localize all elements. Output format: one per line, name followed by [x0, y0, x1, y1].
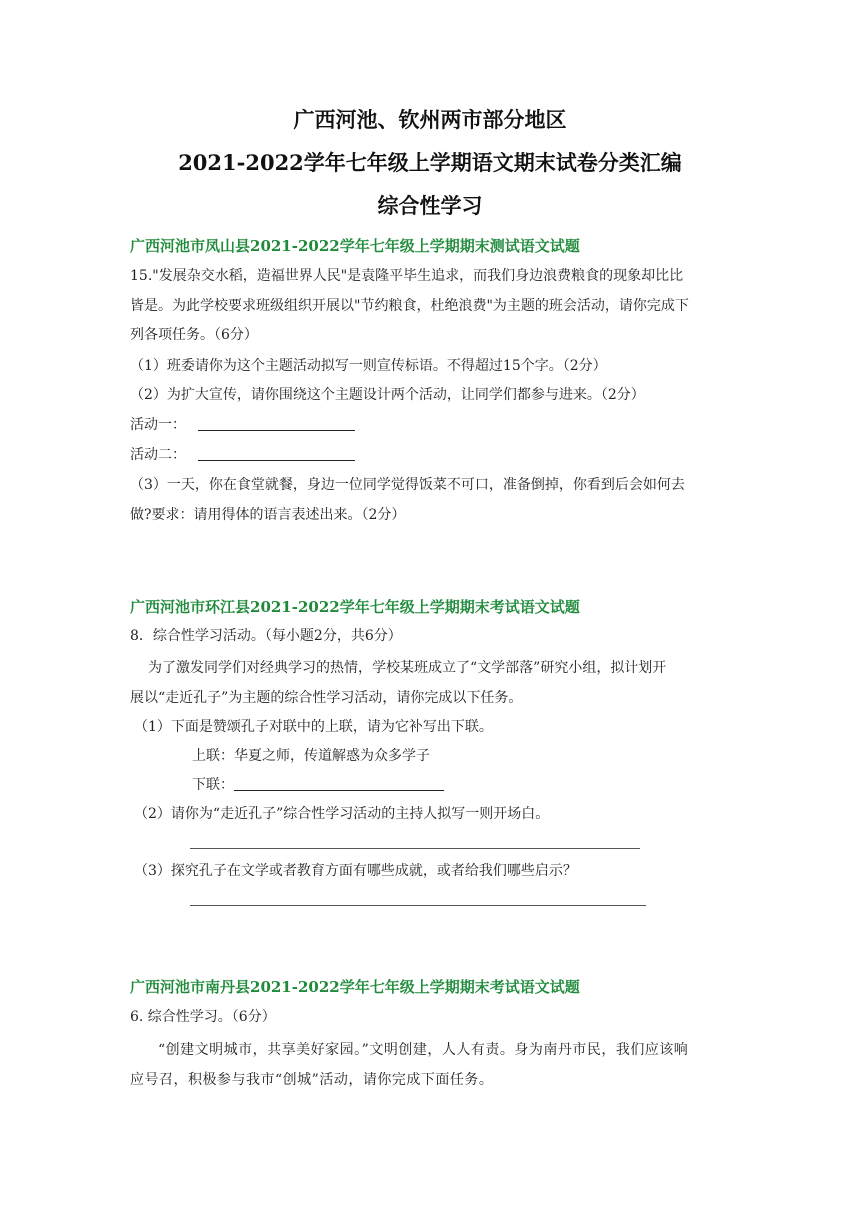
- q15-text-line3: 列各项任务。（6分）: [130, 327, 258, 343]
- couplet-upper: 上联：华夏之师，传道解惑为众多学子: [192, 748, 430, 764]
- couplet-lower-blank[interactable]: [234, 776, 444, 791]
- q6-intro-line2: 应号召，积极参与我市“创城”活动，请你完成下面任务。: [130, 1072, 494, 1088]
- couplet-lower-row: [192, 775, 444, 795]
- q8-intro-line1: 为了激发同学们对经典学习的热情，学校某班成立了“文学部落”研究小组，拟计划开: [148, 660, 667, 676]
- q6-text: 6. 综合性学习。（6分）: [130, 1009, 276, 1025]
- q15-text-line1: 15."发展杂交水稻，造福世界人民"是袁隆平毕生追求，而我们身边浪费粮食的现象却比比: [130, 268, 684, 284]
- q15-part2: （2）为扩大宣传，请你围绕这个主题设计两个活动，让同学们都参与进来。（2分）: [130, 387, 645, 403]
- q15-text-line2: 皆是。为此学校要求班级组织开展以"节约粮食，杜绝浪费"为主题的班会活动，请你完成下: [130, 298, 689, 314]
- activity1-row: [130, 415, 355, 435]
- doc-title-year: 2021-2022学年七年级上学期语文期末试卷分类汇编: [178, 150, 682, 175]
- answer-line-inquiry[interactable]: [190, 905, 646, 906]
- activity2-label: 活动二：: [130, 447, 186, 463]
- couplet-lower-label: 下联：: [192, 777, 234, 793]
- answer-line-opening[interactable]: [190, 848, 640, 849]
- section-heading-nandan: 广西河池市南丹县2021-2022学年七年级上学期期末考试语文试题: [130, 978, 580, 996]
- q8-part3: （3）探究孔子在文学或者教育方面有哪些成就，或者给我们哪些启示？: [134, 863, 577, 879]
- q8-text: 8．综合性学习活动。（每小题2分，共6分）: [130, 628, 402, 644]
- q6-intro-line1: “创建文明城市，共享美好家园。”文明创建，人人有责。身为南丹市民，我们应该响: [158, 1042, 689, 1058]
- activity2-blank[interactable]: [198, 446, 355, 461]
- doc-title-topic: 综合性学习: [377, 193, 483, 218]
- activity2-row: [130, 445, 355, 465]
- q8-part1: （1）下面是赞颂孔子对联中的上联，请为它补写出下联。: [134, 719, 493, 735]
- activity1-blank[interactable]: [198, 416, 355, 431]
- activity1-label: 活动一：: [130, 417, 186, 433]
- doc-title-region: 广西河池、钦州两市部分地区: [293, 107, 567, 132]
- q8-part2: （2）请你为“走近孔子”综合性学习活动的主持人拟写一则开场白。: [134, 806, 550, 822]
- section-heading-fengshan: 广西河池市凤山县2021-2022学年七年级上学期期末测试语文试题: [130, 237, 580, 255]
- q15-part1: （1）班委请你为这个主题活动拟写一则宣传标语。不得超过15个字。（2分）: [130, 358, 607, 374]
- q15-part3-line1: （3）一天，你在食堂就餐，身边一位同学觉得饭菜不可口，准备倒掉，你看到后会如何去: [130, 477, 685, 493]
- q15-part3-line2: 做?要求：请用得体的语言表述出来。（2分）: [130, 507, 406, 523]
- q8-intro-line2: 展以“走近孔子”为主题的综合性学习活动，请你完成以下任务。: [130, 690, 523, 706]
- section-heading-huanjiang: 广西河池市环江县2021-2022学年七年级上学期期末考试语文试题: [130, 598, 580, 616]
